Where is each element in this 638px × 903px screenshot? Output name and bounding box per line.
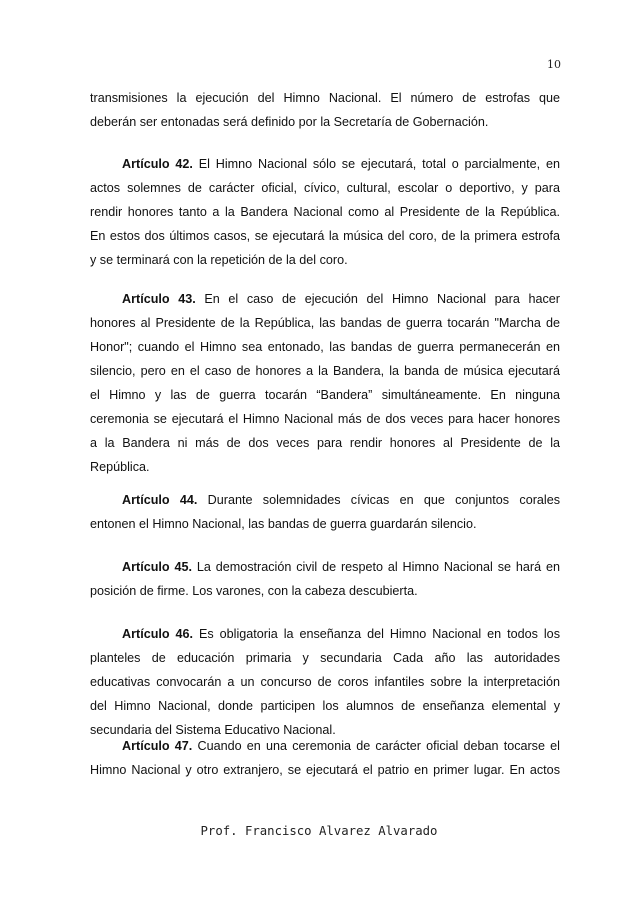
paragraph-line: República.: [90, 460, 150, 474]
paragraph-line: planteles de educación primaria y secundaria Cada año las autoridades: [90, 651, 560, 665]
paragraph-continuation: [90, 86, 560, 134]
paragraph-line: a la Bandera ni más de dos veces para rendir honores al Presidente de la: [90, 436, 560, 450]
paragraph-line: honores al Presidente de la República, las bandas de guerra tocarán "Marcha de: [90, 316, 560, 330]
paragraph-line: [90, 555, 560, 579]
article-text: Cuando en una ceremonia de carácter oficial deban tocarse el: [192, 739, 560, 753]
page-footer-author: Prof. Francisco Alvarez Alvarado: [200, 824, 438, 838]
article-42-paragraph: [90, 152, 560, 272]
article-heading: Artículo 44.: [122, 493, 198, 507]
paragraph-line: secundaria del Sistema Educativo Nacional.: [90, 723, 336, 737]
paragraph-line: ceremonia se ejecutará el Himno Nacional más de dos veces para hacer honores: [90, 412, 560, 426]
paragraph-line: [90, 622, 560, 646]
paragraph-line: [90, 287, 560, 311]
paragraph-line: actos solemnes de carácter oficial, cívico, cultural, escolar o deportivo, y para: [90, 181, 560, 195]
paragraph-line: Himno Nacional y otro extranjero, se ejecutará el patrio en primer lugar. En actos: [90, 763, 560, 777]
article-text: Durante solemnidades cívicas en que conjuntos corales: [197, 493, 560, 507]
article-text: El Himno Nacional sólo se ejecutará, total o parcialmente, en: [192, 157, 560, 171]
article-44-paragraph: [90, 488, 560, 536]
article-text: La demostración civil de respeto al Himno Nacional se hará en: [191, 560, 560, 574]
article-46-paragraph: [90, 622, 560, 742]
paragraph-line: posición de firme. Los varones, con la cabeza descubierta.: [90, 584, 418, 598]
article-heading: Artículo 42.: [122, 157, 193, 171]
paragraph-line: En estos dos últimos casos, se ejecutará la música del coro, de la primera estrofa: [90, 229, 560, 243]
article-heading: Artículo 45.: [122, 560, 192, 574]
paragraph-line: y se terminará con la repetición de la del coro.: [90, 253, 348, 267]
paragraph-line: deberán ser entonadas será definido por la Secretaría de Gobernación.: [90, 115, 489, 129]
paragraph-line: del Himno Nacional, donde participen los alumnos de enseñanza elemental y: [90, 699, 560, 713]
paragraph-line: educativas convocarán a un concurso de coros infantiles sobre la interpretación: [90, 675, 560, 689]
paragraph-line: silencio, pero en el caso de honores a la Bandera, la banda de música ejecutará: [90, 364, 560, 378]
article-heading: Artículo 43.: [122, 292, 196, 306]
article-45-paragraph: [90, 555, 560, 603]
paragraph-line: Honor"; cuando el Himno sea entonado, las bandas de guerra permanecerán en: [90, 340, 560, 354]
paragraph-line: [90, 488, 560, 512]
paragraph-line: [90, 152, 560, 176]
article-43-paragraph: [90, 287, 560, 479]
article-47-paragraph: [90, 734, 560, 782]
article-text: Es obligatoria la enseñanza del Himno Nacional en todos los: [193, 627, 560, 641]
paragraph-line: [90, 734, 560, 758]
paragraph-line: el Himno y las de guerra tocarán “Bandera” simultáneamente. En ninguna: [90, 388, 560, 402]
paragraph-line: entonen el Himno Nacional, las bandas de guerra guardarán silencio.: [90, 517, 477, 531]
article-heading: Artículo 47.: [122, 739, 193, 753]
article-text: En el caso de ejecución del Himno Nacional para hacer: [195, 292, 560, 306]
paragraph-line: transmisiones la ejecución del Himno Nacional. El número de estrofas que: [90, 91, 560, 105]
article-heading: Artículo 46.: [122, 627, 194, 641]
page-number: 10: [547, 58, 561, 71]
paragraph-line: rendir honores tanto a la Bandera Nacional como al Presidente de la República.: [90, 205, 560, 219]
